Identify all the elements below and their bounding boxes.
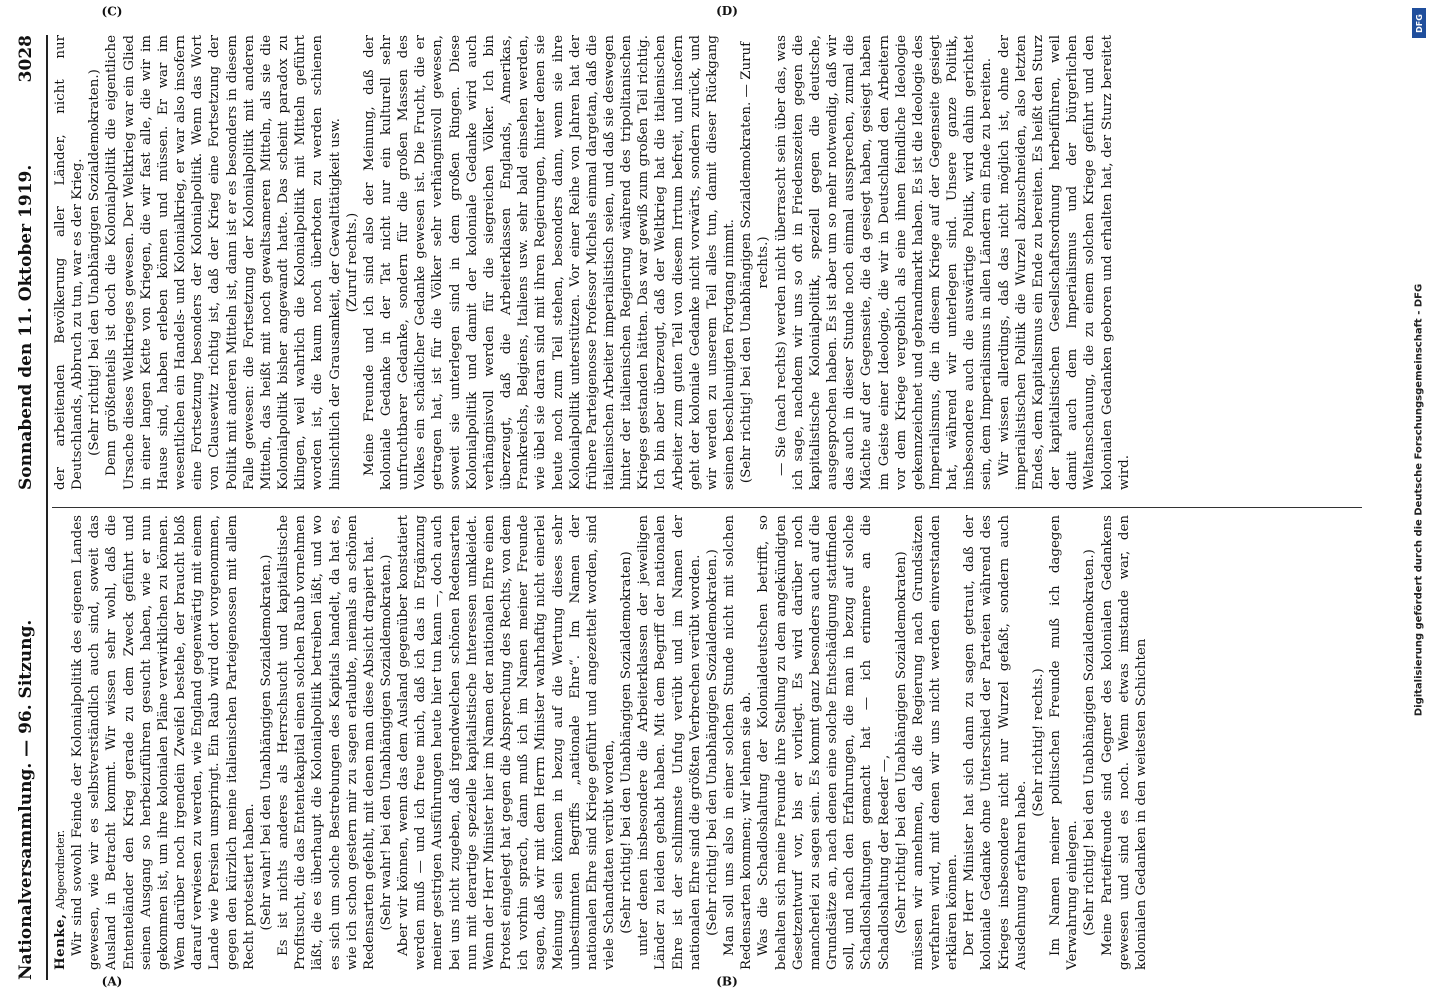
header-left-title: Nationalversammlung. — 96. Sitzung. [16,619,36,980]
paragraph: Der Herr Minister hat sich dann zu sagen getraut, daß der koloniale Gedanke ohne Unterschied der Parteien während des Krieges insbesondere nicht nur Wurzel gefaßt, sondern auch Ausdehnung erfahren habe. [962,515,1029,970]
paragraph: Meine Parteifreunde sind Gegner des kolonialen Gedankens gewesen und sind es noch. Wenn etwas imstande war, den kolonialen Gedanken in den weitesten Schichten [1099,515,1149,970]
speaker-line [52,515,69,970]
margin-marker-b [716,971,738,993]
interjection: (Sehr richtig! bei den Unabhängigen Sozialdemokraten) [619,551,635,934]
interjection: (Sehr wahr! bei den Unabhängigen Sozialdemokraten.) [258,554,274,931]
credit-text: Digitalisierung gefördert durch die Deutsche Forschungsgemeinschaft - DFG [1413,283,1425,717]
speaker-role: Abgeordneter. [54,829,67,910]
margin-marker-a-label: (A) [101,974,123,989]
interjection: (Sehr richtig! rechts.) [1030,668,1046,817]
paragraph: Im Namen meiner politischen Freunde muß ich dagegen Verwahrung einlegen. [1048,515,1081,970]
interjection: (Sehr wahr! bei den Unabhängigen Sozialdemokraten.) [378,554,394,931]
paragraph: — Sie (nach rechts) werden nicht überrascht sein über das, was ich sage, nachdem wir uns so oft in Friedenszeiten gegen die kapitalistische Kolonialpolitik, speziell gegen die deutsche, ausgesprochen haben. Es ist aber um so mehr notwendig, daß wir das auch in dieser Stunde noch einmal aussprechen, zumal die Mächte auf der Gegenseite, die da gesiegt haben, gesiegt haben im Geiste einer Ideologie, die wir in Deutschland den Arbeitern vor dem Kriege vergeblich als eine ihnen feindliche Ideologie gekennzeichnet und gebrandmarkt haben. Es ist die Ideologie des Imperialismus, die in diesem Kriege auf der Gegenseite gesiegt hat, während wir unterlegen sind. Unsere ganze Politik, insbesondere auch die auswärtige Politik, wird dahin gerichtet sein, dem Imperialismus in allen Ländern ein Ende zu bereiten. [773,35,995,490]
paragraph: Wir wissen allerdings, daß das nicht möglich ist, ohne der imperialistischen Politik die Wurzel abzuschneiden, also letzten Endes, dem Kapitalismus ein Ende zu bereiten. Es heißt den Sturz der kapitalistischen Gesellschaftsordnung herbeiführen, weil damit auch dem Imperialismus und der bürgerlichen Weltanschauung, die zu einem solchen Kriege geführt und den kolonialen Gedanken geboren und erhalten hat, der Sturz bereitet wird. [996,35,1132,490]
paragraph: der arbeitenden Bevölkerung aller Länder, nicht nur Deutschlands, Abbruch zu tun, war es der Krieg. [53,35,86,490]
paragraph: Es ist nichts anderes als Herrschsucht und kapitalistische Profitsucht, die das Ententekapital einen solchen Raub vornehmen läßt, die es überhaupt die Kolonialpolitik betreiben läßt, und wo es sich um solche Bestrebungen des Kapitals handelt, da hat es, wie ich schon gestern mir zu sagen erlaubte, niemals an schönen Redensarten gefehlt, mit denen man diese Absicht drapiert hat. [276,515,377,970]
speaker-name: Henke, [52,913,68,970]
margin-marker-a [101,971,123,992]
left-text-column [52,515,1367,970]
column-divider [52,507,1362,508]
paragraph: Aber wir können, wenn das dem Ausland gegenüber konstatiert werden muß — und ich freue mich, daß ich das in Ergänzung meiner gestrigen Ausführungen heute hier tun kann —, doch auch bei uns nicht zugeben, daß irgendwelchen schönen Redensarten nun mit derartige spezielle kapitalistische Interessen umkleidet. Wenn der Herr Minister hier im Namen der nationalen Ehre einen Protest eingelegt hat gegen die Absprechung des Rechts, von dem ich vorhin sprach, dann muß ich im Namen meiner Freunde sagen, daß wir mit dem Herrn Minister wahrhaftig nicht einerlei Meinung sein können in bezug auf die Wertung dieses sehr unbestimmten Begriffs „nationale Ehre“. Im Namen der nationalen Ehre sind Kriege geführt und angezettelt worden, sind viele Schandtaten verübt worden, [396,515,617,970]
paragraph: Denn größtenteils ist doch die Kolonialpolitik die eigentliche Ursache dieses Weltkrieges gewesen. Der Weltkrieg war ein Glied in einer langen Kette von Kriegen, die wir fast alle, die wir im Hause sind, haben erleben können und müssen. Er war im wesentlichen ein Handels- und Kolonialkrieg, er war also insofern eine Fortsetzung besonders der Kolonialpolitik. Wenn das Wort von Clausewitz richtig ist, daß der Krieg eine Fortsetzung der Politik mit anderen Mitteln ist, dann ist er es besonders in diesem Falle gewesen: die Fortsetzung der Kolonialpolitik mit anderen Mitteln, das heißt mit noch gewaltsameren Mitteln, als sie die Kolonialpolitik bisher angewandt hatte. Das scheint paradox zu klingen, weil wahrlich die Kolonialpolitik mit Mitteln geführt worden ist, die kaum noch überboten zu werden schienen hinsichtlich der Grausamkeit, der Gewalttätigkeit usw. [104,35,343,490]
margin-marker-d-label: (D) [716,4,738,19]
margin-marker-c [101,1,123,22]
margin-marker-b-label: (B) [716,974,738,989]
paragraph: Wir sind sowohl Feinde der Kolonialpolitik des eigenen Landes gewesen, wie wir es selbstverständlich auch sind, soweit das Ausland in Betracht kommt. Wir wissen sehr wohl, daß die Ententeländer den Krieg gerade zu dem Zweck geführt und seinen Ausgang so herbeizuführen gesucht haben, wie er nun gekommen ist, um ihre kolonialen Pläne verwirklichen zu können. Wem darüber noch irgendein Zweifel bestehe, der braucht bloß darauf verwiesen zu werden, wie England gegenwärtig mit einem Lande wie Persien umspringt. Ein Raub wird dort vorgenommen, gegen den kürzlich meine italienischen Parteigenossen mit allem Recht protestiert haben. [70,515,257,970]
interjection: (Sehr richtig! bei den Unabhängigen Sozialdemokraten.) [87,69,103,456]
header-date: Sonnabend den 11. Oktober 1919. [16,164,36,490]
paragraph: müssen wir annehmen, daß die Regierung nach Grundsätzen verfahren wird, mit denen wir uns nicht werden einverstanden erklären können. [910,515,961,970]
interjection: (Sehr richtig! bei den Unabhängigen Sozialdemokraten. — Zuruf rechts.) [739,41,772,484]
paragraph: Meine Freunde und ich sind also der Meinung, daß der koloniale Gedanke in der Tat nicht nur ein kulturell sehr unfruchtbarer Gedanke, sondern für die großen Massen des Volkes ein schädlicher Gedanke gewesen ist. Die Frucht, die er getragen hat, ist für die Völker sehr verhängnisvoll gewesen, soweit sie unterlegen sind in dem großen Ringen. Diese Kolonialpolitik und damit der koloniale Gedanke wird auch verhängnisvoll werden für die siegreichen Völker. Ich bin überzeugt, daß die Arbeiterklassen Englands, Amerikas, Frankreichs, Belgiens, Italiens usw. sehr bald einsehen werden, wie übel sie daran sind mit ihren Regierungen, hinter denen sie heute noch zum Teil stehen, besonders dann, wenn sie ihre Kolonialpolitik unterstützen. Vor einer Reihe von Jahren hat der frühere Parteigenosse Professor Michels einmal dargetan, daß die italienischen Arbeiter imperialistisch seien, und daß sie deswegen hinter der italienischen Regierung während des tripolitanischen Krieges gestanden hätten. Das war gewiß zum großen Teil richtig. Ich bin aber überzeugt, daß der Weltkrieg hat die italienischen Arbeiter zum guten Teil von diesem Irrtum befreit, und insofern geht der koloniale Gedanke nicht vorwärts, sondern zurück, und wir werden zu unserem Teil alles tun, damit dieser Rückgang seinen beschleunigten Fortgang nimmt. [361,35,738,490]
paragraph: unter denen insbesondere die Arbeiterklassen der jeweiligen Länder zu leiden gehabt haben. Mit dem Begriff der nationalen Ehre ist der schlimmste Unfug verübt und im Namen der nationalen Ehre sind die größten Verbrechen verübt worden. [636,515,703,970]
paragraph: Man soll uns also in einer solchen Stunde nicht mit solchen Redensarten kommen; wir lehnen sie ab. [722,515,755,970]
digitization-credit [1410,8,1428,992]
interjection: (Sehr richtig! bei den Unabhängigen Sozialdemokraten.) [1082,549,1098,936]
margin-marker-d [716,0,738,22]
interjection: (Sehr richtig! bei den Unabhängigen Sozialdemokraten.) [704,549,720,936]
paragraph: Was die Schadloshaltung der Kolonialdeutschen betrifft, so behalten sich meine Freunde ihre Stellung zu dem angekündigten Gesetzentwurf vor, bis er vorliegt. Es wird darüber noch mancherlei zu sagen sein. Es kommt ganz besonders auch auf die Grundsätze an, nach denen eine solche Entschädigung stattfinden soll, und nach den Erfahrungen, die man in bezug auf solche Schadloshaltungen gemacht hat — ich erinnere an die Schadloshaltung der Reeder —, [756,515,892,970]
interjection: (Sehr richtig! bei den Unabhängigen Sozialdemokraten) [893,551,909,934]
margin-marker-c-label: (C) [101,4,123,19]
page-header [6,35,48,980]
dfg-logo [1412,8,1426,38]
right-text-column [52,35,1367,490]
dfg-logo-text: DFG [1414,13,1424,33]
interjection: (Zuruf rechts.) [344,212,360,313]
page-number: 3028 [16,35,36,83]
